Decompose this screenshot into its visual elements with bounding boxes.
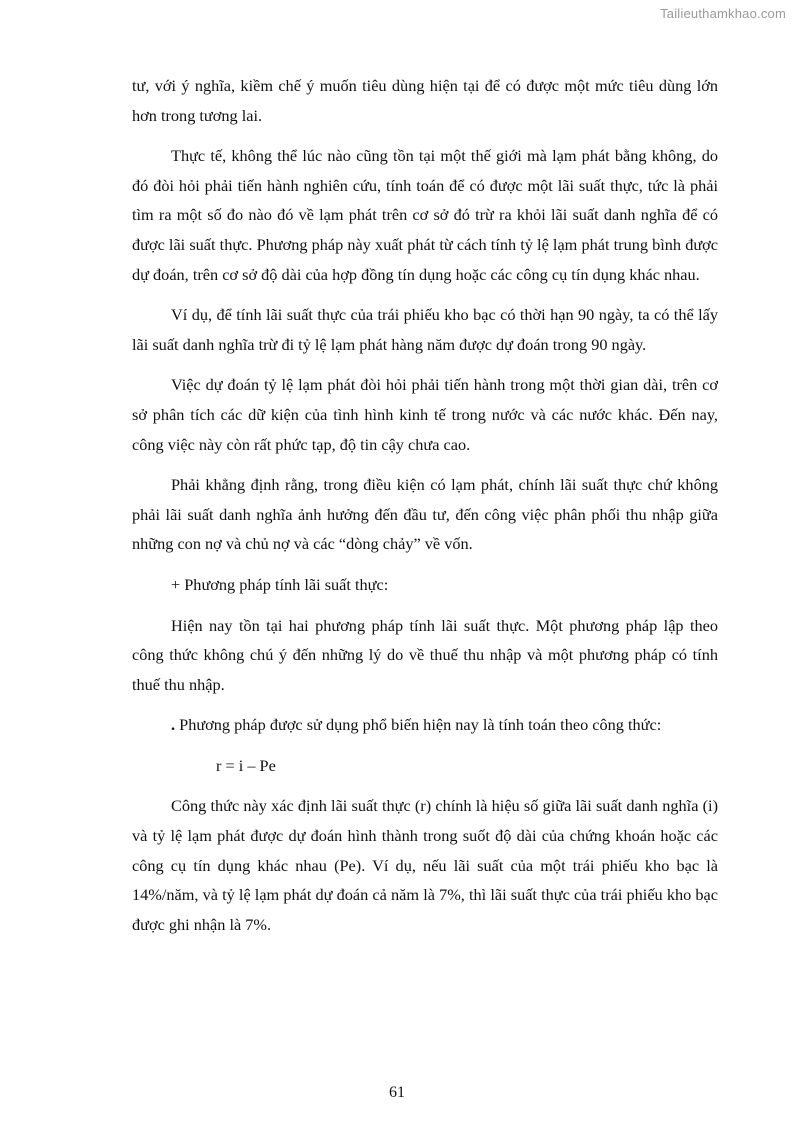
paragraph-inflation-forecast: Việc dự đoán tỷ lệ lạm phát đòi hỏi phải tiến hành trong một thời gian dài, trên cơ sở phân tích các dữ kiện của tình hình kinh tế trong nước và các nước khác. Đến nay, công việc này còn rất phức tạp, độ tin cậy chưa cao.	[132, 375, 718, 454]
formula: r = i – Pe	[216, 755, 276, 775]
paragraph-formula-explanation: Công thức này xác định lãi suất thực (r) chính là hiệu số giữa lãi suất danh nghĩa (i) và tỷ lệ lạm phát được dự đoán hình thành trong suốt độ dài của chứng khoán hoặc các công cụ tín dụng khác nhau (Pe). Ví dụ, nếu lãi suất của một trái phiếu kho bạc là 14%/năm, và tỷ lệ lạm phát dự đoán cả năm là 7%, thì lãi suất thực của trái phiếu kho bạc được ghi nhận là 7%.	[132, 796, 718, 934]
paragraph-common-method	[132, 710, 718, 740]
paragraph-two-methods: Hiện nay tồn tại hai phương pháp tính lãi suất thực. Một phương pháp lập theo công thức không chú ý đến những lý do về thuế thu nhập và một phương pháp có tính thuế thu nhập.	[132, 615, 718, 694]
paragraph-common-method-text: Phương pháp được sử dụng phổ biến hiện nay là tính toán theo công thức:	[175, 715, 662, 735]
paragraph-example-treasury: Ví dụ, để tính lãi suất thực của trái phiếu kho bạc có thời hạn 90 ngày, ta có thể lấy lãi suất danh nghĩa trừ đi tỷ lệ lạm phát hàng năm được dự đoán trong 90 ngày.	[132, 305, 718, 354]
watermark: Tailieuthamkhao.com	[660, 6, 786, 21]
page-body	[132, 71, 718, 950]
paragraph-continuation: tư, với ý nghĩa, kiềm chế ý muốn tiêu dùng hiện tại để có được một mức tiêu dùng lớn hơn trong tương lai.	[132, 76, 718, 125]
bullet-dot: .	[171, 715, 176, 735]
paragraph-real-interest-intro: Thực tế, không thể lúc nào cũng tồn tại một thế giới mà lạm phát bằng không, do đó đòi hỏi phải tiến hành nghiên cứu, tính toán để có được một lãi suất thực, tức là phải tìm ra một số đo nào đó về lạm phát trên cơ sở đó trừ ra khỏi lãi suất danh nghĩa để có được lãi suất thực. Phương pháp này xuất phát từ cách tính tỷ lệ lạm phát trung bình được dự đoán, trên cơ sở độ dài của hợp đồng tín dụng hoặc các công cụ tín dụng khác nhau.	[132, 146, 718, 284]
paragraph-affirmation: Phải khẳng định rằng, trong điều kiện có lạm phát, chính lãi suất thực chứ không phải lãi suất danh nghĩa ảnh hưởng đến đầu tư, đến công việc phân phối thu nhập giữa những con nợ và chủ nợ và các “dòng chảy” về vốn.	[132, 475, 718, 554]
page-number: 61	[389, 1084, 405, 1101]
section-heading-method: + Phương pháp tính lãi suất thực:	[171, 574, 389, 594]
